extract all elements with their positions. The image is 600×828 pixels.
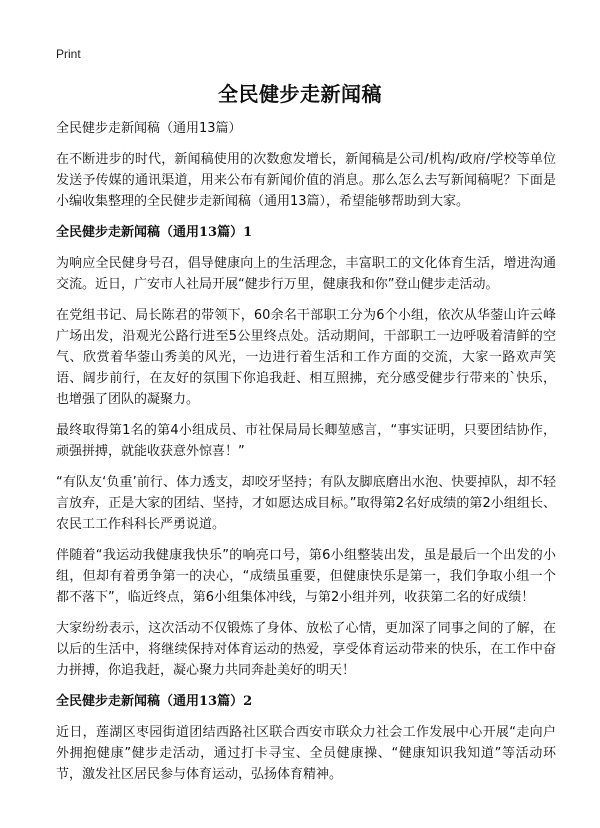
section-1-paragraph-2: 在党组书记、局长陈君的带领下，60余名干部职工分为6个小组，依次从华蓥山许云峰广场出发，沿观光公路行进至5公里终点处。活动期间，干部职工一边呼吸着清鲜的空气、欣赏着华蓥山秀美的风光，一边进行着生活和工作方面的交流，大家一路欢声笑语、阔步前行，在友好的氛围下你追我赶、相互照拂，充分感受健步行带来的`快乐，也增强了团队的凝聚力。 xyxy=(56,308,556,407)
document-subtitle: 全民健步走新闻稿（通用13篇） xyxy=(56,121,242,136)
section-1-paragraph-5: 伴随着“我运动我健康我快乐”的响亮口号，第6小组整装出发，虽是最后一个出发的小组，但却有着勇争第一的决心，“成绩虽重要，但健康快乐是第一，我们争取小组一个都不落下”，临近终点，第6小组集体冲线，与第2小组并列，收获第二名的好成绩！ xyxy=(56,548,556,605)
section-heading-1: 全民健步走新闻稿（通用13篇）1 xyxy=(56,225,253,240)
section-1-paragraph-6: 大家纷纷表示，这次活动不仅锻炼了身体、放松了心情，更加深了同事之间的了解，在以后的生活中，将继续保持对体育运动的热爱，享受体育运动带来的快乐，在工作中奋力拼搏，你追我赶，凝心聚力共同奔赴美好的明天！ xyxy=(56,621,556,678)
intro-paragraph: 在不断进步的时代，新闻稿使用的次数愈发增长，新闻稿是公司/机构/政府/学校等单位发送予传媒的通讯渠道，用来公布有新闻价值的消息。那么怎么去写新闻稿呢？下面是小编收集整理的全民健步走新闻稿（通用13篇），希望能够帮助到大家。 xyxy=(56,152,556,209)
section-1-paragraph-4: “有队友‘负重’前行、体力透支，却咬牙坚持；有队友脚底磨出水泡、快要掉队，却不轻言放弃，正是大家的团结、坚持，才如愿达成目标。”取得第2名好成绩的第2小组组长、农民工工作科科长严勇说道。 xyxy=(56,475,556,532)
section-1-paragraph-1: 为响应全民健身号召，倡导健康向上的生活理念，丰富职工的文化体育生活，增进沟通交流。近日，广安市人社局开展“健步行万里，健康我和你”登山健步走活动。 xyxy=(56,256,556,292)
document-body xyxy=(56,118,556,795)
page-title: 全民健步走新闻稿 xyxy=(218,82,382,106)
section-1-paragraph-3: 最终取得第1名的第4小组成员、市社保局局长卿堃感言，“事实证明，只要团结协作，顽强拼搏，就能收获意外惊喜！” xyxy=(56,423,556,459)
section-2-paragraph-1: 近日，莲湖区枣园街道团结西路社区联合西安市联众力社会工作发展中心开展“走向户外拥抱健康”健步走活动，通过打卡寻宝、全员健康操、“健康知识我知道”等活动环节，激发社区居民参与体育运动，弘扬体育精神。 xyxy=(56,725,556,782)
print-link[interactable]: Print xyxy=(56,47,81,61)
section-heading-2: 全民健步走新闻稿（通用13篇）2 xyxy=(56,694,253,709)
